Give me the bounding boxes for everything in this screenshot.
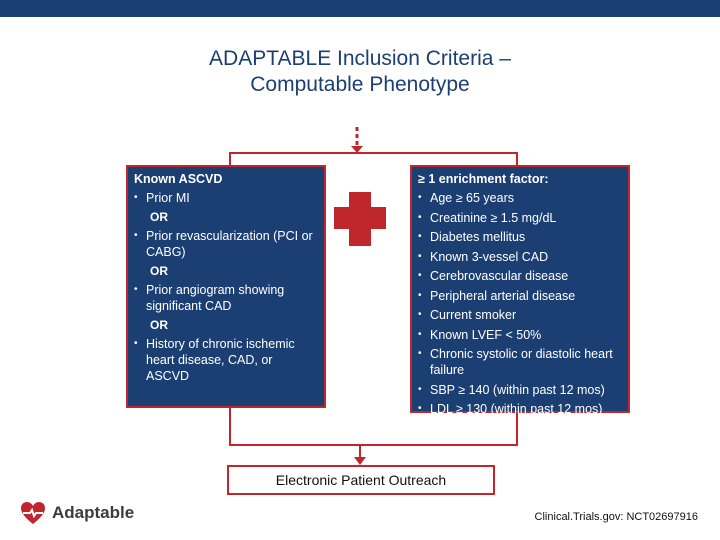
- or-label: OR: [150, 264, 168, 278]
- known-ascvd-list: [134, 190, 318, 384]
- enrichment-item: • Known LVEF < 50%: [418, 327, 622, 343]
- enrichment-item: • Cerebrovascular disease: [418, 268, 622, 284]
- known-ascvd-item: • Prior MI: [134, 190, 318, 206]
- enrichment-item: • LDL ≥ 130 (within past 12 mos): [418, 401, 622, 417]
- enrichment-factor-box: [410, 165, 630, 416]
- clinicaltrials-footer: Clinical.Trials.gov: NCT02697916: [534, 511, 698, 523]
- heart-logo-icon: [20, 501, 46, 525]
- enrichment-item: • Peripheral arterial disease: [418, 288, 622, 304]
- enrichment-item: • SBP ≥ 140 (within past 12 mos): [418, 382, 622, 398]
- title-line-1: ADAPTABLE Inclusion Criteria –: [209, 47, 511, 70]
- known-ascvd-item: • Prior angiogram showing significant CAD: [134, 282, 318, 314]
- known-ascvd-heading: Known ASCVD: [134, 172, 223, 186]
- plus-icon: [334, 192, 386, 246]
- enrichment-list: [418, 190, 622, 417]
- known-ascvd-box: [126, 165, 326, 408]
- enrichment-item: • Creatinine ≥ 1.5 mg/dL: [418, 210, 622, 226]
- enrichment-item: • Diabetes mellitus: [418, 229, 622, 245]
- entry-arrowhead: [351, 146, 363, 153]
- adaptable-logo: [20, 500, 134, 526]
- known-ascvd-item: • Prior revascularization (PCI or CABG): [134, 228, 318, 260]
- top-bracket: [230, 153, 517, 165]
- enrichment-item: • Chronic systolic or diastolic heart failure: [418, 346, 622, 378]
- logo-text: Adaptable: [52, 503, 135, 522]
- outreach-arrowhead: [354, 457, 366, 465]
- or-label: OR: [150, 210, 168, 224]
- known-ascvd-item: • History of chronic ischemic heart disease, CAD, or ASCVD: [134, 336, 318, 384]
- or-label: OR: [150, 318, 168, 332]
- electronic-patient-outreach-box: Electronic Patient Outreach: [227, 465, 495, 495]
- enrichment-item: • Current smoker: [418, 307, 622, 323]
- enrichment-heading: ≥ 1 enrichment factor:: [418, 172, 549, 186]
- enrichment-item: • Known 3-vessel CAD: [418, 249, 622, 265]
- title-line-2: Computable Phenotype: [250, 73, 470, 96]
- enrichment-item: • Age ≥ 65 years: [418, 190, 622, 206]
